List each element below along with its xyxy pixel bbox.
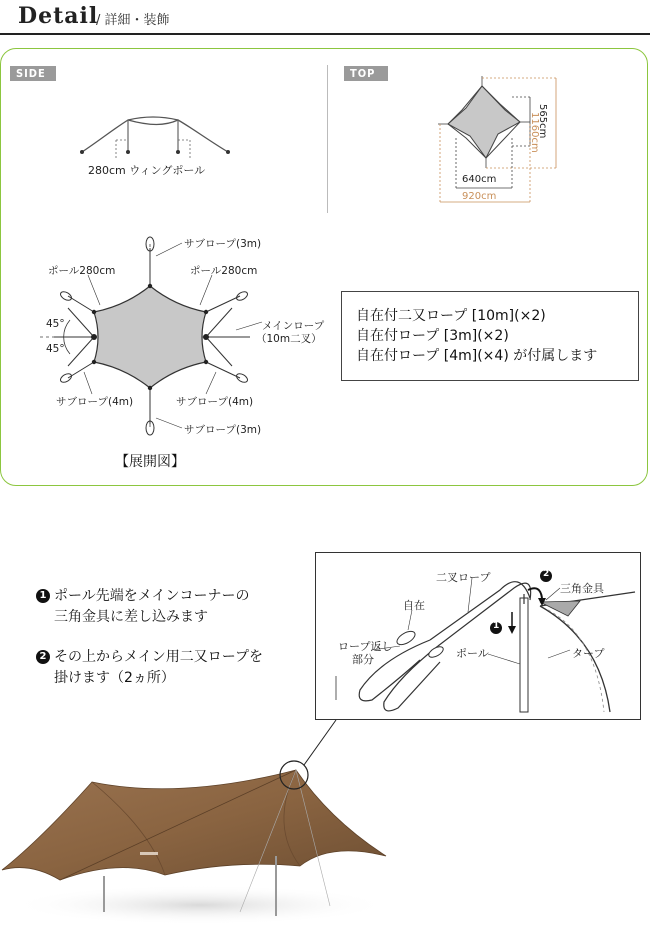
side-pole-label: 280cm ウィングポール (88, 164, 206, 177)
detail-rope-return-2: 部分 (352, 653, 374, 666)
step-text: 三角金具に差し込みます (54, 609, 208, 625)
accessory-item: 自在付ロープ [3m](×2) (356, 328, 509, 344)
layout-pole-left: ポール280cm (48, 265, 116, 277)
layout-caption: 【展開図】 (115, 454, 185, 470)
layout-sub-rope-bottom-left: サブロープ(4m) (56, 396, 134, 408)
page-subtitle: / 詳細・装飾 (96, 13, 170, 28)
top-tag: TOP (344, 66, 388, 81)
accessory-item: 自在付二又ロープ [10m](×2) (356, 308, 546, 324)
step-number: 2 (36, 650, 50, 664)
detail-adjuster: 自在 (403, 599, 425, 612)
step-text: ポール先端をメインコーナーの (54, 588, 250, 604)
detail-marker-1: 1 (493, 621, 500, 631)
top-dim-height: 1160cm (529, 112, 540, 153)
top-dim-width: 920cm (462, 191, 497, 202)
layout-main-rope-length: （10m二叉） (256, 333, 322, 345)
detail-triangle-fitting: 三角金具 (560, 582, 604, 595)
detail-rope-return-1: ロープ返し (338, 640, 393, 653)
step-number: 1 (36, 589, 50, 603)
layout-angle-top: 45° (46, 318, 65, 330)
accessory-item: 自在付ロープ [4m](×4) が付属します (356, 348, 598, 364)
layout-pole-right: ポール280cm (190, 265, 258, 277)
layout-main-rope: メインロープ (262, 320, 325, 332)
top-dim-inner-height: 565cm (537, 104, 548, 139)
side-tag: SIDE (10, 66, 56, 81)
layout-sub-rope-bottom: サブロープ(3m) (184, 424, 262, 436)
detail-pole: ポール (456, 647, 489, 660)
detail-tarp: タープ (572, 647, 605, 660)
page-title: Detail (18, 3, 99, 29)
layout-sub-rope-bottom-right: サブロープ(4m) (176, 396, 254, 408)
layout-angle-bottom: 45° (46, 343, 65, 355)
step-text: 掛けます（2ヵ所） (54, 670, 175, 686)
step-text: その上からメイン用二又ロープを (54, 649, 264, 665)
detail-forked-rope: 二叉ロープ (436, 571, 491, 584)
top-dim-inner-width: 640cm (462, 174, 497, 185)
detail-marker-2: 2 (543, 569, 550, 579)
layout-sub-rope-top: サブロープ(3m) (184, 238, 262, 250)
